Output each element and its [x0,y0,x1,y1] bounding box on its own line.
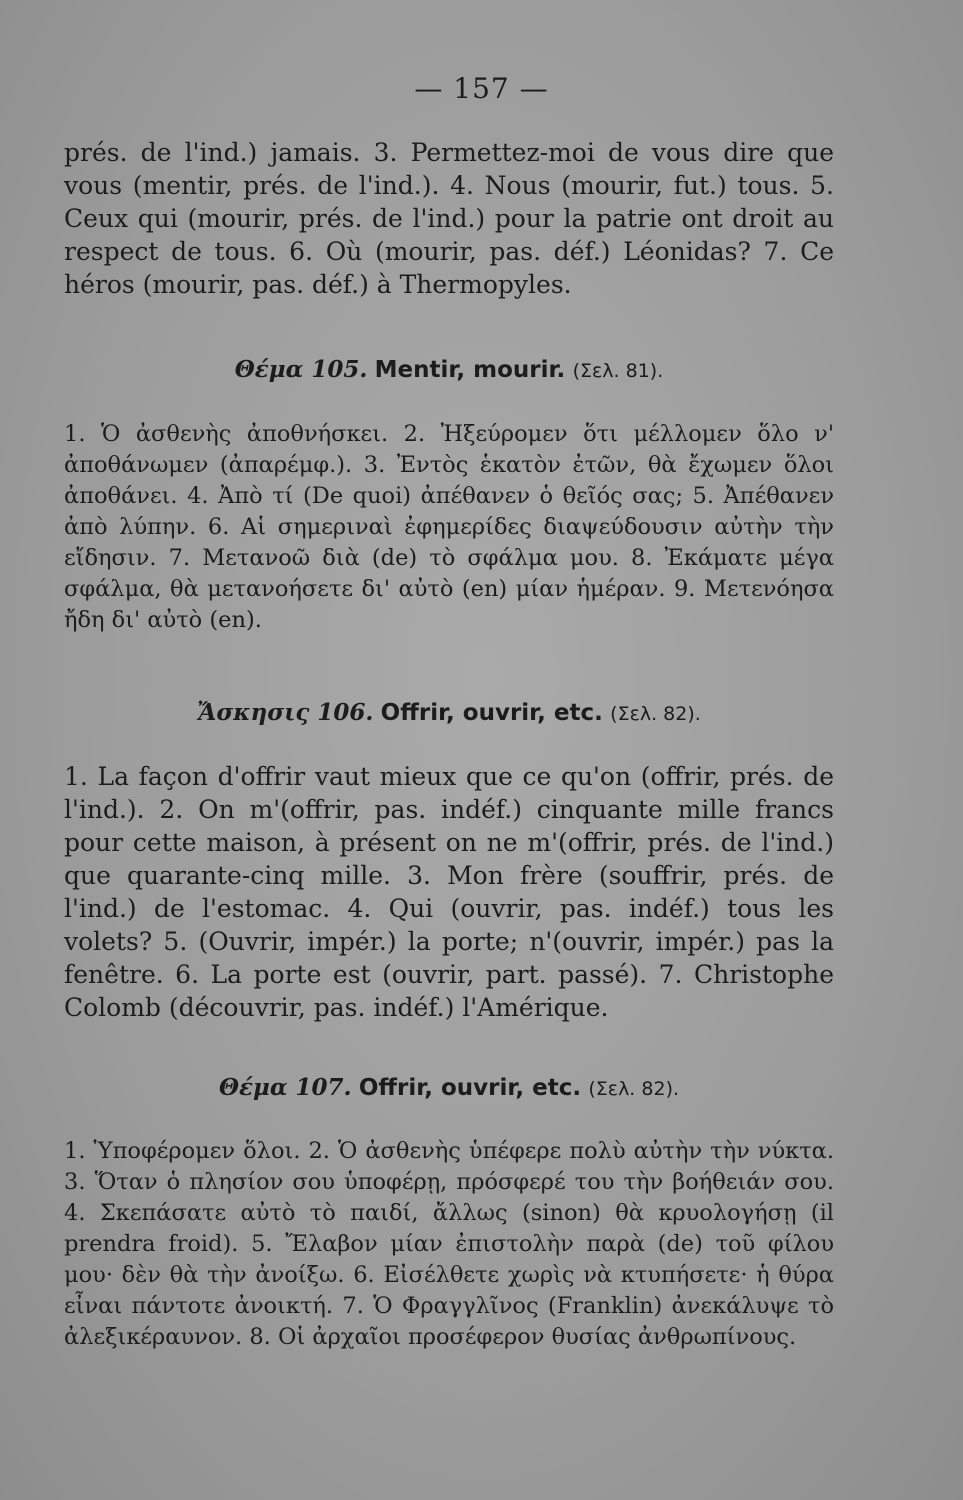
section-title: Mentir, mourir. [374,357,566,383]
section-ref: (Σελ. 82). [610,703,701,725]
section-body-107 [64,1136,834,1353]
exercise-text: prés. de l'ind.) jamais. 3. Permettez-moi de vous dire que vous (mentir, prés. de l'ind.). 4. Nous (mourir, fut.) tous. 5. Ceux qui (mourir, prés. de l'ind.) pour la patrie ont droit au respect de tous. 6. Où (mourir, pas. déf.) Léonidas? 7. Ce héros (mourir, pas. déf.) à Thermopyles. [64,138,834,299]
section-title: Offrir, ouvrir, etc. [380,700,603,726]
page-number: — 157 — [414,72,549,105]
section-ref: (Σελ. 82). [588,1078,680,1100]
exercise-text: 1. Ὁ ἀσθενὴς ἀποθνήσκει. 2. Ἠξεύρομεν ὅτι μέλλομεν ὅλο ν' ἀποθάνωμεν (ἀπαρέμφ.). 3. Ἐντὸς ἑκατὸν ἐτῶν, θὰ ἔχωμεν ὅλοι ἀποθάνει. 4. Ἀπὸ τί (De quoi) ἀπέθανεν ὁ θεῖός σας; 5. Ἀπέθανεν ἀπὸ λύπην. 6. Αἱ σημεριναὶ ἐφημερίδες διαψεύδουσιν αὐτὴν τὴν εἴδησιν. 7. Μετανοῶ διὰ (de) τὸ σφάλμα μου. 8. Ἐκάματε μέγα σφάλμα, θὰ μετανοήσετε δι' αὐτὸ (en) μίαν ἡμέραν. 9. Μετενόησα ἤδη δι' αὐτὸ (en). [64,421,834,633]
section-label: Θέμα 105. [234,356,368,383]
exercise-text: 1. La façon d'offrir vaut mieux que ce qu'on (offrir, prés. de l'ind.). 2. On m'(offrir, pas. indéf.) cinquante mille francs pour cette maison, à présent on ne m'(offrir, prés. de l'ind.) que quarante-cinq mille. 3. Mon frère (souffrir, prés. de l'ind.) de l'estomac. 4. Qui (ouvrir, pas. indéf.) tous les volets? 5. (Ouvrir, impér.) la porte; n'(ouvrir, impér.) pas la fenêtre. 6. La porte est (ouvrir, part. passé). 7. Christophe Colomb (découvrir, pas. indéf.) l'Amérique. [64,762,834,1022]
section-heading-106 [64,696,834,731]
section-label: Θέμα 107. [218,1074,352,1101]
section-body-106 [64,760,834,1024]
section-heading-105 [64,353,834,388]
section-title: Offrir, ouvrir, etc. [358,1075,582,1101]
section-label: Ἄσκησις 106. [197,699,374,726]
section-body-105 [64,419,834,636]
exercise-text: 1. Ὑποφέρομεν ὅλοι. 2. Ὁ ἀσθενὴς ὑπέφερε πολὺ αὐτὴν τὴν νύκτα. 3. Ὅταν ὁ πλησίον σου ὑποφέρῃ, πρόσφερέ του τὴν βοήθειάν σου. 4. Σκεπάσατε αὐτὸ τὸ παιδί, ἄλλως (sinon) θὰ κρυολογήσῃ (il prendra froid). 5. Ἔλαβον μίαν ἐπιστολὴν παρὰ (de) τοῦ φίλου μου· δὲν θὰ τὴν ἀνοίξω. 6. Εἰσέλθετε χωρὶς νὰ κτυπήσετε· ἡ θύρα εἶναι πάντοτε ἀνοικτή. 7. Ὁ Φραγγλῖνος (Franklin) ἀνεκάλυψε τὸ ἀλεξικέραυνον. 8. Οἱ ἀρχαῖοι προσέφερον θυσίας ἀνθρωπίνους. [64,1138,834,1350]
exercise-104-continuation [64,136,834,301]
section-heading-107 [64,1071,834,1106]
section-ref: (Σελ. 81). [572,360,664,382]
